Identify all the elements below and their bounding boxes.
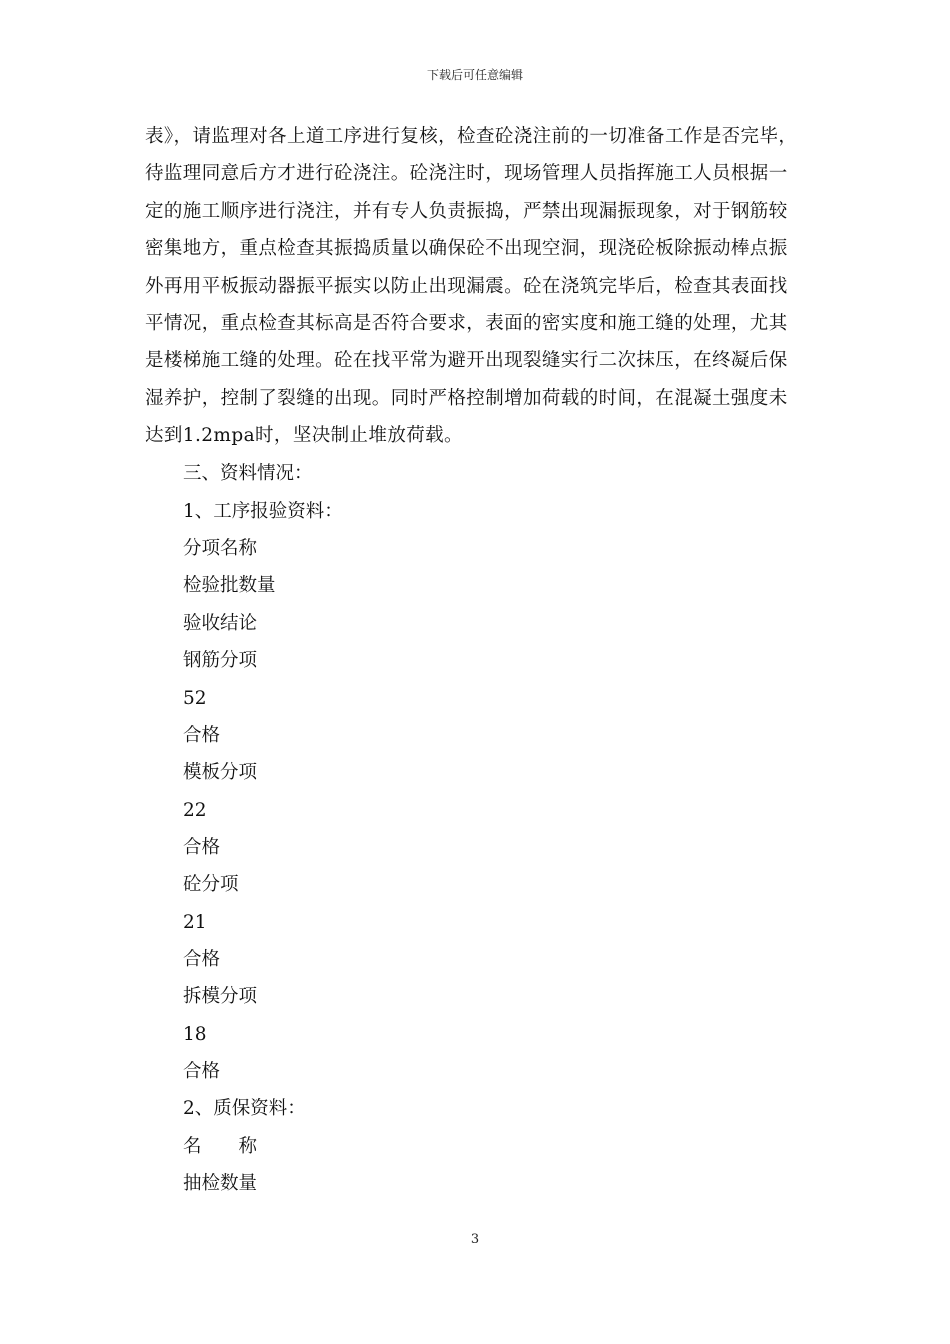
list-item: 18 <box>183 1024 207 1045</box>
paragraph-line: 达到1.2mpa时，坚决制止堆放荷载。 <box>145 425 463 447</box>
paragraph-line: 密集地方，重点检查其振捣质量以确保砼不出现空洞，现浇砼板除振动棒点振 <box>145 238 788 260</box>
paragraph-line: 湿养护，控制了裂缝的出现。同时严格控制增加荷载的时间，在混凝土强度未 <box>145 387 788 409</box>
body-paragraph <box>145 118 835 455</box>
list-item: 合格 <box>183 949 221 970</box>
page-number: 3 <box>470 1232 480 1247</box>
list-item: 模板分项 <box>183 762 258 783</box>
list-item: 分项名称 <box>183 538 258 559</box>
list-item: 22 <box>183 800 207 821</box>
list-item: 拆模分项 <box>183 986 258 1007</box>
subsection-heading: 1、工序报验资料： <box>183 501 343 522</box>
list-item: 检验批数量 <box>183 575 276 596</box>
list-item: 合格 <box>183 837 221 858</box>
list-item: 钢筋分项 <box>183 650 258 671</box>
subsection-heading: 2、质保资料： <box>183 1098 306 1119</box>
paragraph-line: 外再用平板振动器振平振实以防止出现漏震。砼在浇筑完毕后，检查其表面找 <box>145 275 788 297</box>
paragraph-line: 是楼梯施工缝的处理。砼在找平常为避开出现裂缝实行二次抹压，在终凝后保 <box>145 350 788 372</box>
list-item: 合格 <box>183 725 221 746</box>
paragraph-line: 待监理同意后方才进行砼浇注。砼浇注时，现场管理人员指挥施工人员根据一 <box>145 163 788 185</box>
list-item: 砼分项 <box>183 874 239 895</box>
list-item: 合格 <box>183 1061 221 1082</box>
list-item: 验收结论 <box>183 613 258 634</box>
paragraph-line: 定的施工顺序进行浇注，并有专人负责振捣，严禁出现漏振现象，对于钢筋较 <box>145 200 788 222</box>
paragraph-line: 表》，请监理对各上道工序进行复核，检查砼浇注前的一切准备工作是否完毕， <box>145 126 798 147</box>
list-item: 52 <box>183 688 207 709</box>
paragraph-line: 平情况，重点检查其标高是否符合要求，表面的密实度和施工缝的处理，尤其 <box>145 313 788 335</box>
list-item: 21 <box>183 912 207 933</box>
list-item: 抽检数量 <box>183 1173 258 1194</box>
section-heading: 三、资料情况： <box>183 463 313 484</box>
list-item: 名 称 <box>183 1136 258 1157</box>
page-header: 下载后可任意编辑 <box>426 68 523 82</box>
